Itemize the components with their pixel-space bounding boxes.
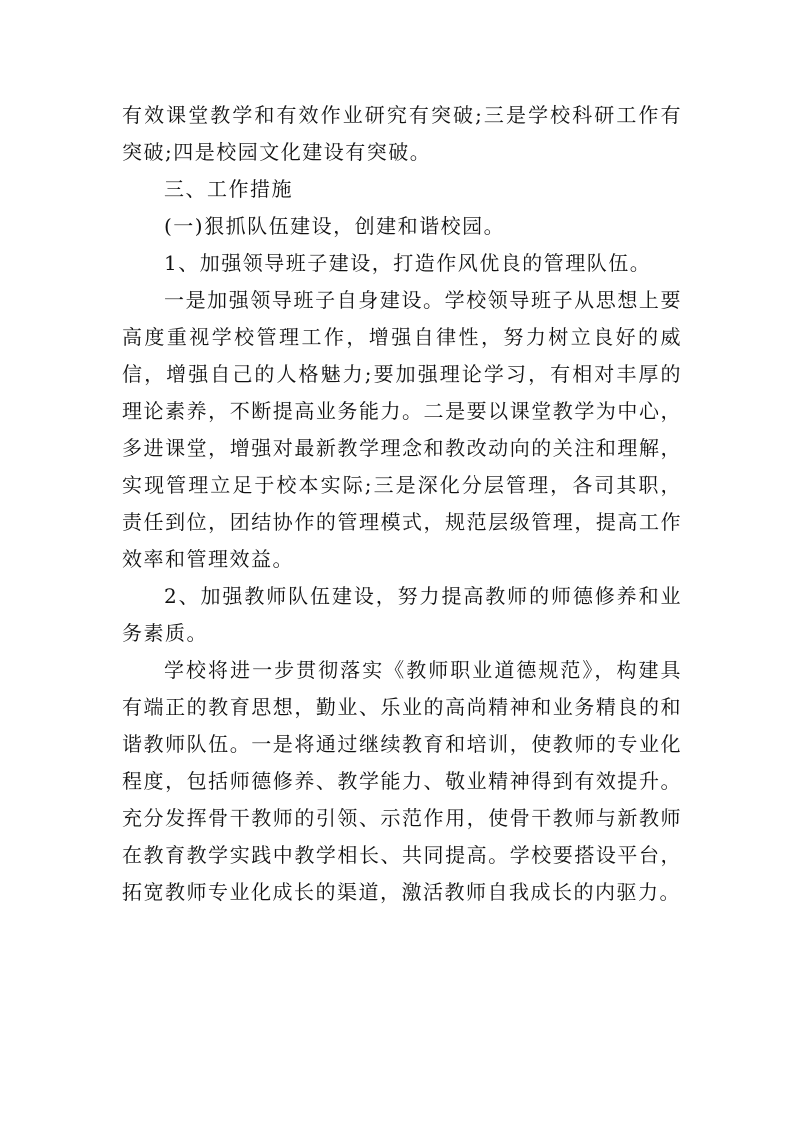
section-heading: 三、工作措施	[164, 177, 293, 201]
subsection-heading: (一)狠抓队伍建设，创建和谐校园。	[164, 214, 506, 238]
paragraph-leadership: 一是加强领导班子自身建设。学校领导班子从思想上要高度重视学校管理工作，增强自律性，努力树立良好的威信，增强自己的人格魅力;要加强理论学习，有相对丰厚的理论素养，不断提高业务能力。二是要以课堂教学为中心，多进课堂，增强对最新教学理念和教改动向的关注和理解，实现管理立足于校本实际;三是深化分层管理，各司其职，责任到位，团结协作的管理模式，规范层级管理，提高工作效率和管理效益。	[122, 288, 682, 571]
paragraph-teachers: 学校将进一步贯彻落实《教师职业道德规范》，构建具有端正的教育思想，勤业、乐业的高尚精神和业务精良的和谐教师队伍。一是将通过继续教育和培训，使教师的专业化程度，包括师德修养、教学能力、敬业精神得到有效提升。充分发挥骨干教师的引领、示范作用，使骨干教师与新教师在教育教学实践中教学相长、共同提高。学校要搭设平台，拓宽教师专业化成长的渠道，激活教师自我成长的内驱力。	[122, 658, 682, 904]
item-heading-1: 1、加强领导班子建设，打造作风优良的管理队伍。	[164, 251, 652, 275]
item-heading-2: 2、加强教师队伍建设，努力提高教师的师德修养和业务素质。	[122, 584, 682, 645]
paragraph-1: 有效课堂教学和有效作业研究有突破;三是学校科研工作有突破;四是校园文化建设有突破。	[122, 103, 682, 164]
document-body	[122, 97, 682, 911]
